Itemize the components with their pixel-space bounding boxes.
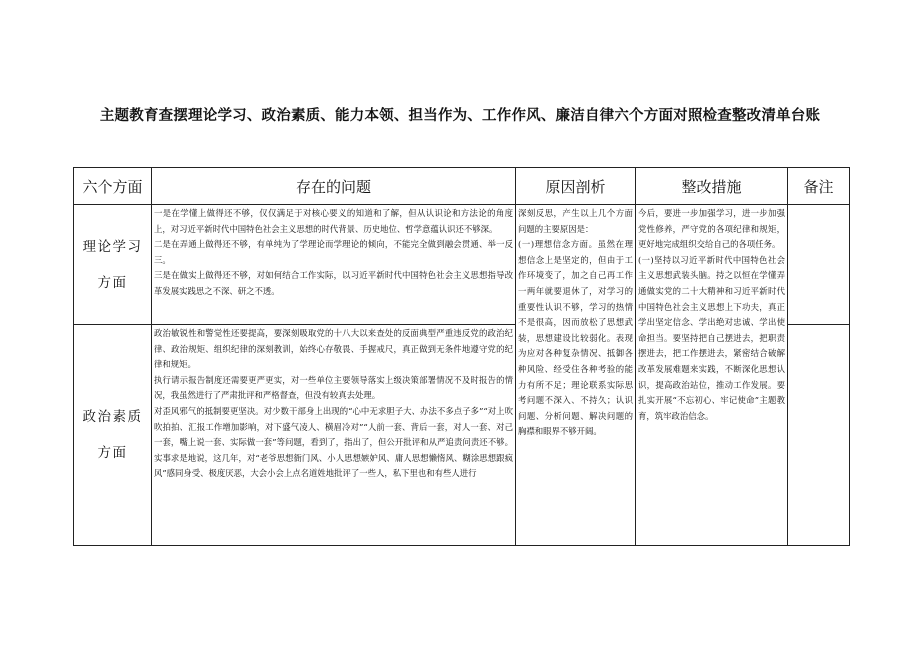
aspect-cell-political [74, 325, 152, 546]
problem-item: 二是在弄通上做得还不够，有单纯为了学理论而学理论的倾向，不能完全做到融会贯通、举一反三。 [154, 239, 513, 265]
cause-item: (一)理想信念方面。虽然在理想信念上是坚定的，但由于工作环境变了，加之自己再工作一两年就要退休了，对学习的重要性认识不够，学习的热情不是很高，因而放松了思想武装，思想建设比较弱化。表现为应对各种复杂情况、抵御各种风险、经受住各种考验的能力有所不足；理论联系实际思考问题不深入、不持久；认识问题、分析问题、解决问题的胸襟和眼界不够开阔。 [518, 239, 633, 437]
cause-item: 深刻反思，产生以上几个方面问题的主要原因是： [518, 208, 633, 234]
header-aspect: 六个方面 [74, 168, 152, 205]
problem-item: 三是在做实上做得还不够，对如何结合工作实际，以习近平新时代中国特色社会主义思想指导改革发展实践思之不深、研之不透。 [154, 270, 513, 296]
measure-item: 今后，要进一步加强学习，进一步加强党性修养，严守党的各项纪律和规矩，更好地完成组织交给自己的各项任务。 [638, 208, 785, 250]
aspect-label: 方面 [97, 445, 128, 461]
page-title: 主题教育查摆理论学习、政治素质、能力本领、担当作为、工作作风、廉洁自律六个方面对照检查整改清单台账 [99, 108, 821, 124]
causes-cell [516, 205, 636, 546]
aspect-cell-theory [74, 205, 152, 325]
problem-item: 政治敏锐性和警觉性还要提高，要深刻吸取党的十八大以来查处的反面典型严重违反党的政治纪律、政治规矩、组织纪律的深刻教训，始终心存敬畏、手握戒尺，真正做到无条件地遵守党的纪律和规矩。 [154, 328, 513, 370]
problem-item: 执行请示报告制度还需要更严更实，对一些单位主要领导落实上级决策部署情况不及时报告的情况，我虽然进行了严肃批评和严格督查，但没有较真去处理。 [154, 374, 513, 401]
aspect-label: 理论学习 [82, 238, 143, 255]
header-row [74, 168, 850, 205]
problem-item: 一是在学懂上做得还不够，仅仅满足于对核心要义的知道和了解，但从认识论和方法论的角度上，对习近平新时代中国特色社会主义思想的时代背景、历史地位、哲学意蕴认识还不够深。 [154, 208, 513, 234]
measure-item: (一)坚持以习近平新时代中国特色社会主义思想武装头脑。持之以恒在学懂弄通做实党的二十大精神和习近平新时代中国特色社会主义思想上下功夫，真正学出坚定信念、学出绝对忠诚、学出使命担当。要坚持把自己摆进去，把职责摆进去，把工作摆进去，紧密结合破解改革发展难题来实践，不断深化思想认识，提高政治站位，推动工作发展。要扎实开展“不忘初心、牢记使命”主题教育，筑牢政治信念。 [638, 254, 785, 421]
remarks-cell-political [788, 325, 850, 546]
aspect-label: 政治素质 [82, 409, 143, 425]
header-remarks: 备注 [788, 168, 850, 205]
header-measures: 整改措施 [636, 168, 788, 205]
problems-cell-theory [152, 205, 516, 325]
problem-item: 对歪风邪气的抵制要更坚决。对少数干部身上出现的“心中无求胆子大、办法不多点子多”“对上吹吹拍拍、汇报工作增加影响，对下盛气凌人、横眉冷对”“人前一套、背后一套，对人一套、对己一套，嘴上说一套、实际做一套”等问题，看到了，指出了，但公开批评和从严追责问责还不够。实事求是地说，这几年，对“老爷思想衙门风、小人思想嫉妒风、庸人思想懒惰风、糊涂思想跟疯风”感同身受、极度厌恶，大会小会上点名道姓地批评了一些人，私下里也和有些人进行 [154, 405, 513, 479]
aspect-label: 方面 [97, 274, 128, 291]
header-problems: 存在的问题 [152, 168, 516, 205]
problems-cell-political [152, 325, 516, 546]
remarks-cell-theory [788, 205, 850, 325]
table-row-theory [74, 205, 850, 325]
rectification-ledger-table [73, 167, 850, 546]
header-causes: 原因剖析 [516, 168, 636, 205]
measures-cell [636, 205, 788, 546]
